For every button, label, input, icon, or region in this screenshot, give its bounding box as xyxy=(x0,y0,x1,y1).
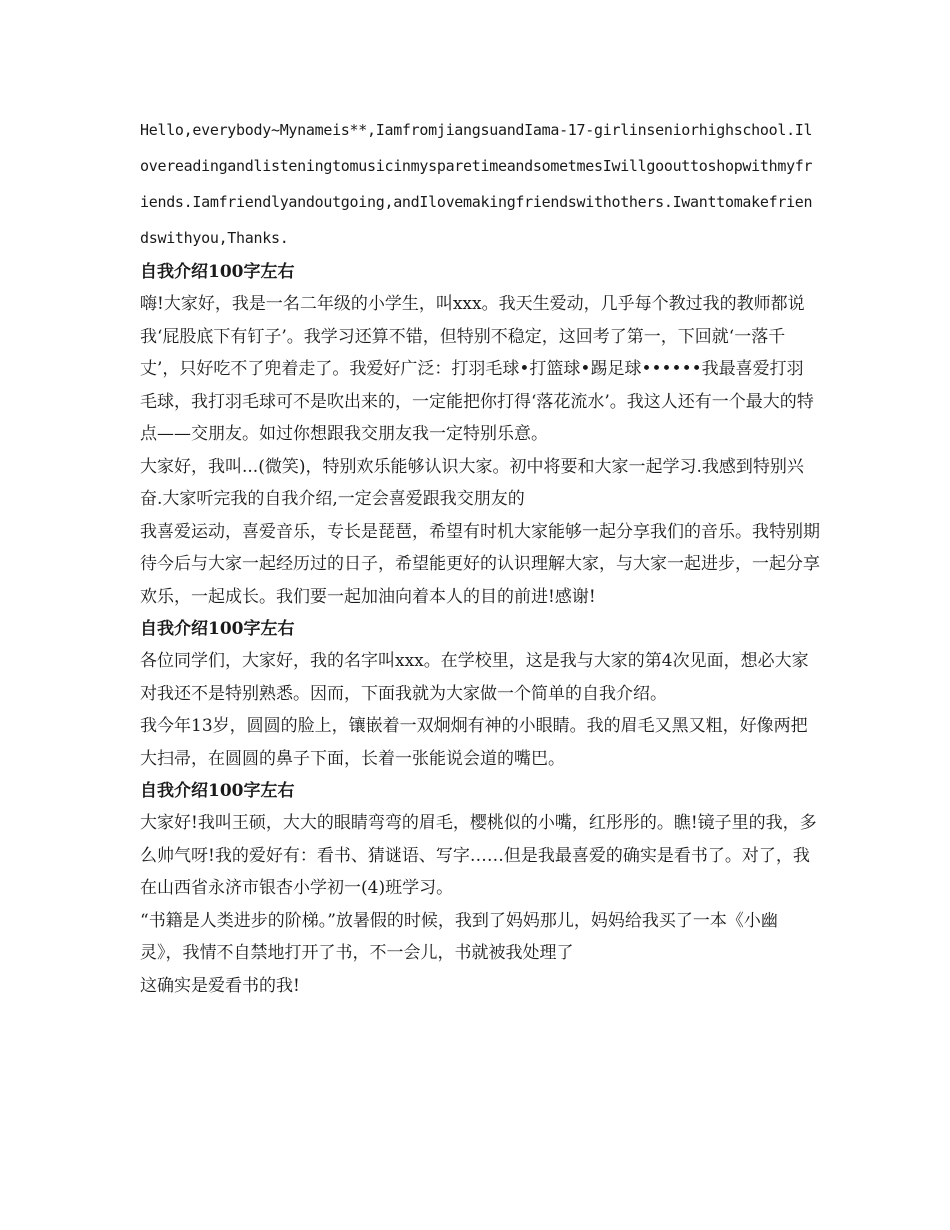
section-heading: 自我介绍100字左右 xyxy=(140,781,295,801)
body-paragraph: 嗨!大家好，我是一名二年级的小学生，叫xxx。我天生爱动，几乎每个教过我的教师都说我‘屁股底下有钉子’。我学习还算不错，但特别不稳定，这回考了第一，下回就‘一落千丈’，只好吃不了兜着走了。我爱好广泛：打羽毛球•打篮球•踢足球••••••我最喜爱打羽毛球，我打羽毛球可不是吹出来的，一定能把你打得‘落花流水’。我这人还有一个最大的特点——交朋友。如过你想跟我交朋友我一定特别乐意。 xyxy=(140,294,814,444)
english-intro-paragraph: Hello,everybody~Mynameis**,IamfromjiangsuandIama-17-girlinseniorhighschool.IlovereadingandlisteningtomusicinmysparetimeandsometmesIwillgoouttoshopwithmyfriends.Iamfriendlyandoutgoing,andIlovemakingfriendswithothers.Iwanttomakefriendswithyou,Thanks. xyxy=(140,121,813,247)
body-paragraph: “书籍是人类进步的阶梯。”放暑假的时候，我到了妈妈那儿，妈妈给我买了一本《小幽灵》，我情不自禁地打开了书，不一会儿，书就被我处理了 xyxy=(140,910,778,963)
body-paragraph: 各位同学们，大家好，我的名字叫xxx。在学校里，这是我与大家的第4次见面，想必大家对我还不是特别熟悉。因而，下面我就为大家做一个简单的自我介绍。 xyxy=(140,651,809,704)
section-heading: 自我介绍100字左右 xyxy=(140,619,295,639)
body-paragraph: 大家好，我叫...(微笑)，特别欢乐能够认识大家。初中将要和大家一起学习.我感到特别兴奋.大家听完我的自我介绍,一定会喜爱跟我交朋友的 xyxy=(140,456,804,509)
document-body xyxy=(140,112,820,1002)
body-paragraph: 我今年13岁，圆圆的脸上，镶嵌着一双炯炯有神的小眼睛。我的眉毛又黑又粗，好像两把大扫帚，在圆圆的鼻子下面，长着一张能说会道的嘴巴。 xyxy=(140,716,808,769)
body-paragraph: 大家好!我叫王硕，大大的眼睛弯弯的眉毛，樱桃似的小嘴，红彤彤的。瞧!镜子里的我，多么帅气呀!我的爱好有：看书、猜谜语、写字……但是我最喜爱的确实是看书了。对了，我在山西省永济市银杏小学初一(4)班学习。 xyxy=(140,813,817,898)
body-paragraph: 我喜爱运动，喜爱音乐，专长是琵琶，希望有时机大家能够一起分享我们的音乐。我特别期待今后与大家一起经历过的日子，希望能更好的认识理解大家，与大家一起进步，一起分享欢乐，一起成长。我们要一起加油向着本人的目的前进!感谢! xyxy=(140,521,820,607)
body-paragraph: 这确实是爱看书的我! xyxy=(140,975,300,996)
section-heading: 自我介绍100字左右 xyxy=(140,262,295,282)
